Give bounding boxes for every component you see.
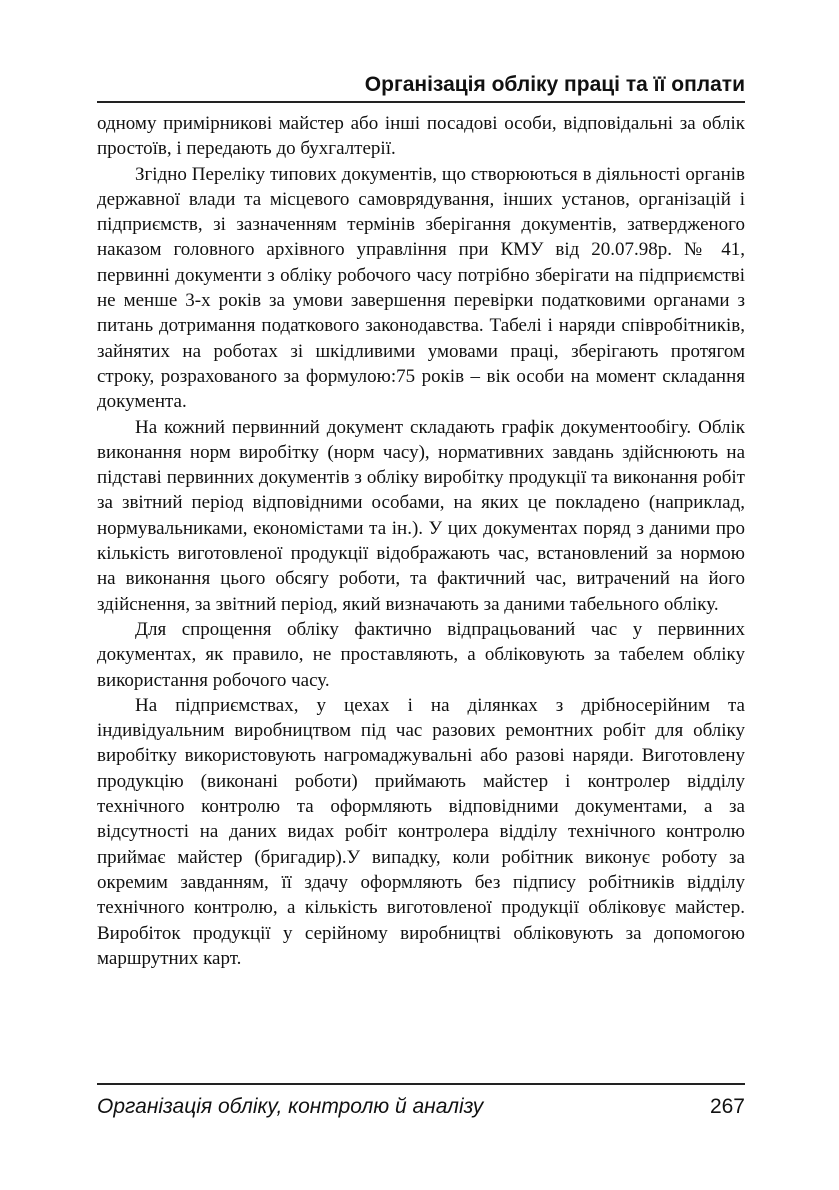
paragraph-3: На кожний первинний документ складають графік документообігу. Облік виконання норм виробітку (норм часу), нормативних завдань здійснюють на підставі первинних документів з обліку виробітку продукції та виконання робіт за звітний період відповідними особами, на яких це покладено (наприклад, нормувальниками, економістами та ін.). У цих документах поряд з даними про кількість виготовленої продукції відображають час, встановлений за нормою на виконання цього обсягу роботи, та фактичний час, витрачений на його здійснення, за звітний період, який визначають за даними табельного обліку. <box>97 416 745 615</box>
header-rule <box>97 101 745 103</box>
page-number: 267 <box>709 1095 745 1118</box>
running-header: Організація обліку праці та її оплати <box>364 73 745 96</box>
footer-rule <box>97 1083 745 1085</box>
body-text <box>97 111 745 971</box>
footer-title: Організація обліку, контролю й аналізу <box>97 1095 484 1118</box>
paragraph-1: одному примірникові майстер або інші посадові особи, відповідальні за облік простоїв, і передають до бухгалтерії. <box>97 113 745 160</box>
paragraph-4: Для спрощення обліку фактично відпрацьований час у первинних документах, як правило, не проставляють, а обліковують за табелем обліку використання робочого часу. <box>97 618 745 691</box>
paragraph-2: Згідно Переліку типових документів, що створюються в діяльності органів державної влади та місцевого самоврядування, інших установ, організацій і підприємств, зі зазначенням термінів зберігання документів, затвердженого наказом головного архівного управління при КМУ від 20.07.98р. № 41, первинні документи з обліку робочого часу потрібно зберігати на підприємстві не менше 3-х років за умови завершення перевірки податковими органами з питань дотримання податкового законодавства. Табелі і наряди співробітників, зайнятих на роботах зі шкідливими умовами праці, зберігають протягом строку, розрахованого за формулою:75 років – вік особи на момент складання документа. <box>97 163 745 413</box>
paragraph-5: На підприємствах, у цехах і на ділянках з дрібносерійним та індивідуальним виробництвом під час разових ремонтних робіт для обліку виробітку використовують нагромаджувальні або разові наряди. Виготовлену продукцію (виконані роботи) приймають майстер і контролер відділу технічного контролю та оформляють відповідними документами, а за відсутності на даних видах робіт контролера відділу технічного контролю приймає майстер (бригадир).У випадку, коли робітник виконує роботу за окремим завданням, її здачу оформляють без підпису робітників відділу технічного контролю, а кількість виготовленої продукції обліковує майстер. Виробіток продукції у серійному виробництві обліковують за допомогою маршрутних карт. <box>97 694 745 969</box>
document-page <box>97 0 745 1190</box>
